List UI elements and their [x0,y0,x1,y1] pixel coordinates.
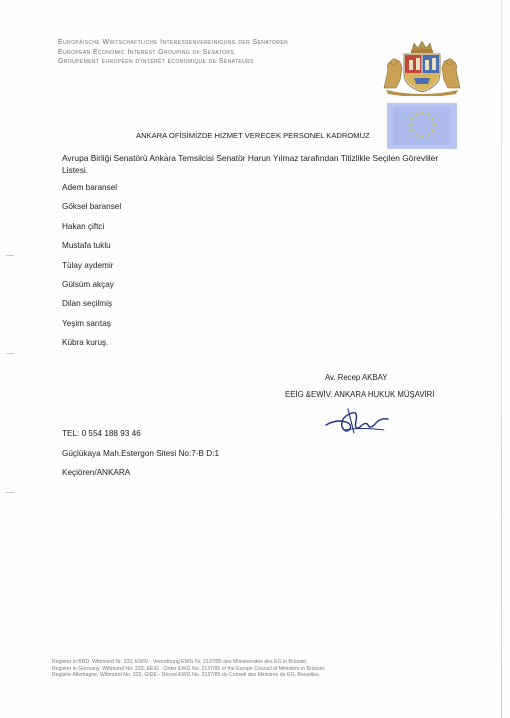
staff-member: Tülay aydemir [62,260,114,270]
registration-footer [52,659,325,679]
handwritten-signature-icon [322,403,394,437]
coat-of-arms-icon [378,40,466,96]
document-title: ANKARA OFİSİMİZDE HİZMET VERECEK PERSONEL KADROMUZ [136,131,370,140]
address-city: Keçiören/ANKARA [62,468,131,477]
footer-line-english: Register in Germany, Wittmund No. 333, EEIG - Order EWG No. 2137/85 of the Europe Council of Ministers in Brüssel. [52,665,326,672]
contact-block [62,429,219,488]
eu-flag-icon [387,103,457,149]
staff-member: Yeşim sarıtaş [62,318,111,328]
staff-member: Hakan çiftci [62,221,105,231]
staff-member: Mustafa tuklu [62,241,111,251]
staff-member: Göksel baransel [62,202,122,212]
margin-tick [6,353,14,354]
organization-header [58,38,288,67]
address-line: Güçlükaya Mah.Estergon Sitesi No:7-B D:1 [62,448,219,458]
org-name-german: Europäische Wirtschaftliche Interessenvereinigung der Senatoren [58,39,289,46]
staff-member: Dilan seçilmiş [62,299,113,309]
footer-line-french: Registre Allemagne, Wittmund No. 333, GIDE - Décret EWG No. 2137/85 du Conseil des Ministres de EG, Bruxelles. [52,672,321,679]
signatory-title: EEİG &EWİV. ANKARA HUKUK MÜŞAVİRİ [285,390,435,399]
org-name-french: Groupement européen d'intérêt économique de Sénateurs [58,58,254,65]
footer-line-german: Register in BRD, Wittmund Nr. 333, EWIV - Verordnung EWG Nr. 2137/85 des Ministerrates des EG in Brüssel. [52,659,308,665]
intro-paragraph: Avrupa Birliği Senatörü Ankara Temsilcisi Senatör Harun Yılmaz tarafından Titizlikle Seçilen Görevliler Listesi. [62,153,439,175]
org-name-english: European Economic Interest Grouping of Senators [58,48,235,56]
margin-tick [6,492,14,493]
signatory-name: Av. Recep AKBAY [325,373,388,382]
margin-tick [6,255,14,256]
staff-list [62,183,121,358]
staff-member: Adem baransel [62,183,118,192]
page-edge [501,0,502,718]
staff-member: Gülsüm akçay [62,279,114,289]
phone-number: TEL: 0 554 188 93 46 [62,429,141,438]
staff-member: Kübra kuruş. [62,338,109,348]
